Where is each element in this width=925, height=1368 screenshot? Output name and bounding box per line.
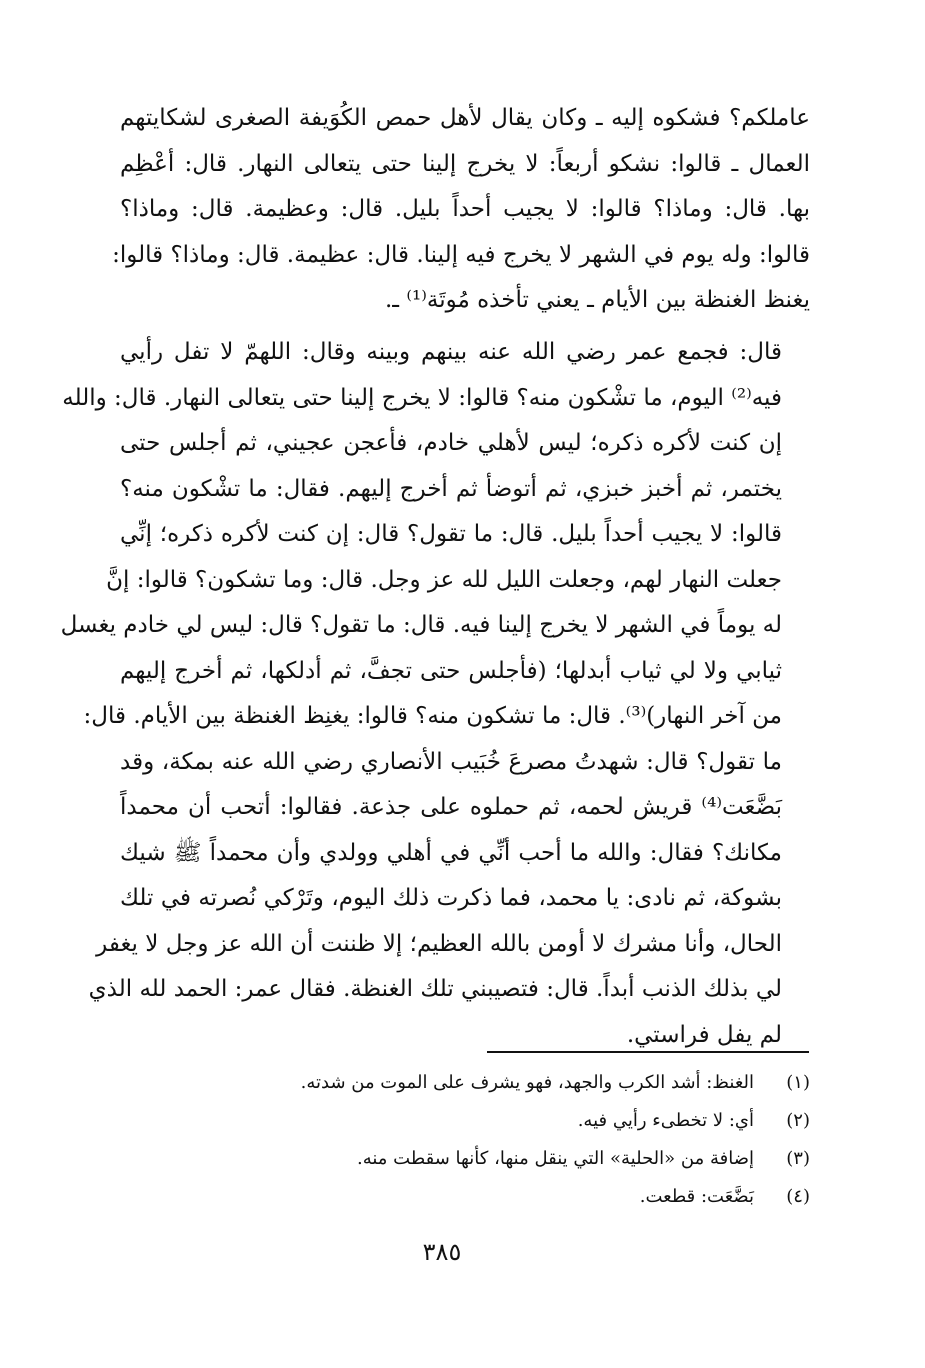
text-line: يختمر، ثم أخبز خبزي، ثم أتوضأ ثم أخرج إليهم. فقال: ما تشْكون منه؟ [120, 475, 782, 502]
footnotes [220, 1064, 810, 1216]
footnote-3 [220, 1140, 810, 1178]
text-line: قالوا: لا يجيب أحداً بليل. قال: ما تقول؟ قال: إن كنت لأكره ذكره؛ إنِّي [120, 521, 782, 547]
text-line: فيه⁽²⁾ اليوم، ما تشْكون منه؟ قالوا: لا يخرج إلينا حتى يتعالى النهار. قال: والله [62, 384, 782, 411]
text-line: إن كنت لأكره ذكره؛ ليس لأهلي خادم، فأعجن عجيني، ثم أجلس حتى [120, 430, 782, 456]
text-line: ثيابي ولا لي ثياب أبدلها؛ (فأجلس حتى تجفَّ، ثم أدلكها، ثم أخرج إليهم [120, 657, 782, 684]
footnote-text: إضافة من «الحلية» التي ينقل منها، كأنها سقطت منه. [357, 1148, 754, 1169]
footnote-divider [487, 1051, 809, 1053]
text-line: جعلت النهار لهم، وجعلت الليل لله عز وجل. قال: وما تشكون؟ قالوا: إنَّ [106, 566, 782, 593]
text-line: من آخر النهار)⁽³⁾. قال: ما تشكون منه؟ قالوا: يغنِظ الغنظة بين الأيام. قال: [83, 703, 782, 729]
text-line: الحال، وأنا مشرك لا أومن بالله العظيم؛ إلا ظننت أن الله عز وجل لا يغفر [96, 930, 782, 957]
text-line: لي بذلك الذنب أبداً. قال: فتصيبني تلك الغنظة. فقال عمر: الحمد لله الذي [88, 976, 782, 1002]
footnote-number: (٢) [786, 1110, 810, 1131]
footnote-number: (٣) [786, 1148, 810, 1169]
text-line: العمال ـ قالوا: نشكو أربعاً: لا يخرج إلينا حتى يتعالى النهار. قال: أعْظِم [120, 150, 810, 177]
text-line: لم يفل فراستي. [626, 1021, 782, 1048]
footnote-text: بَضَّعَت: قطعت. [639, 1186, 754, 1207]
paragraph-1 [112, 96, 810, 324]
paragraph-2 [60, 330, 810, 1058]
page-number: ٣٨٥ [422, 1238, 462, 1266]
footnote-4 [220, 1178, 810, 1216]
text-line: بها. قال: وماذا؟ قالوا: لا يجيب أحداً بليل. قال: وعظيمة. قال: وماذا؟ [120, 196, 810, 222]
footnote-1 [220, 1064, 810, 1102]
text-line: بشوكة، ثم نادى: يا محمد، فما ذكرت ذلك اليوم، وتَرْكي نُصرته في تلك [120, 885, 782, 911]
text-line: قال: فجمع عمر رضي الله عنه بينهم وبينه وقال: اللهمّ لا تفل رأيي [120, 339, 782, 365]
text-line: له يوماً في الشهر لا يخرج إلينا فيه. قال: ما تقول؟ قال: ليس لي خادم يغسل [60, 612, 782, 638]
footnote-text: الغنظ: أشد الكرب والجهد، فهو يشرف على الموت من شدته. [300, 1072, 754, 1093]
footnote-text: أي: لا تخطىء رأيي فيه. [577, 1110, 754, 1131]
text-line: قالوا: وله يوم في الشهر لا يخرج فيه إلينا. قال: عظيمة. قال: وماذا؟ قالوا: [112, 241, 810, 268]
text-line: بَضَّعَت⁽⁴⁾ قريش لحمه، ثم حملوه على جذعة. فقالوا: أتحب أن محمداً [120, 794, 782, 820]
text-line: مكانك؟ فقال: والله ما أحب أنِّي في أهلي وولدي وأن محمداً ﷺ شيك [120, 839, 782, 866]
text-line: ما تقول؟ قال: شهدتُ مصرعَ خُبَيب الأنصاري رضي الله عنه بمكة، وقد [120, 748, 782, 775]
footnote-2 [220, 1102, 810, 1140]
text-line: عاملكم؟ فشكوه إليه ـ وكان يقال لأهل حمص الكُوَيفة الصغرى لشكايتهم [120, 105, 810, 131]
text-line: يغنظ الغنظة بين الأيام ـ يعني تأخذه مُوتَة⁽¹⁾ ـ. [384, 287, 810, 313]
footnote-number: (٤) [786, 1186, 810, 1207]
footnote-number: (١) [786, 1072, 810, 1093]
